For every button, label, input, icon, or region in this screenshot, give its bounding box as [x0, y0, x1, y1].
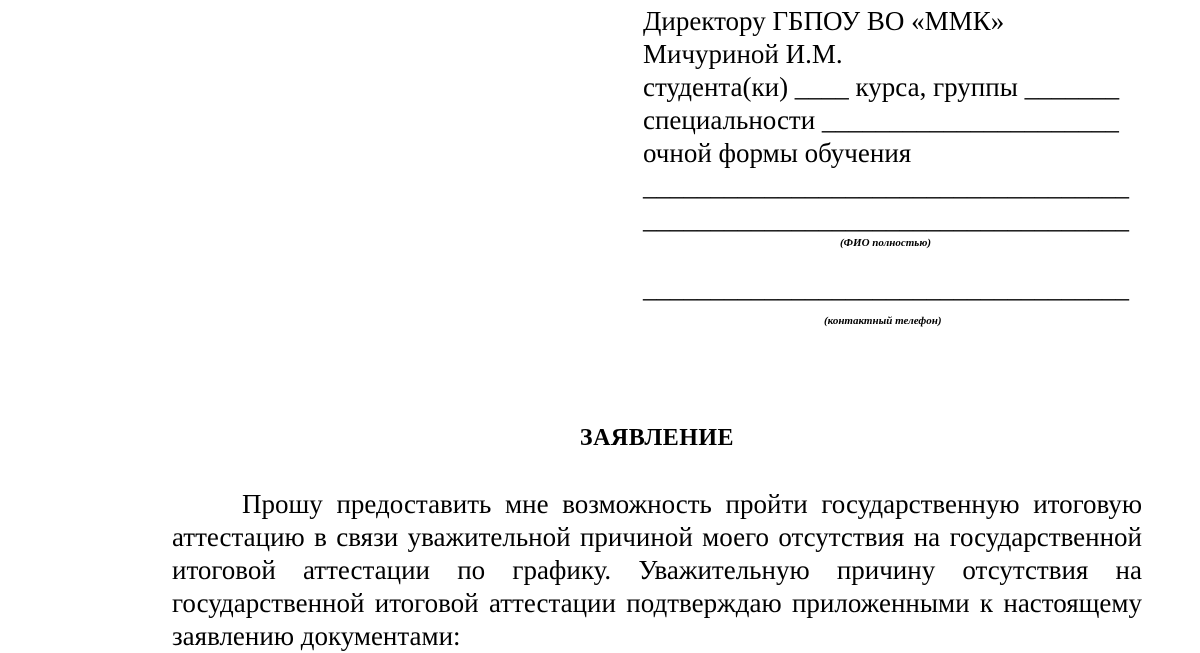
document-body-text: Прошу предоставить мне возможность пройти государственную итоговую аттестацию в связи уважительной причиной моего отсутствия на государственной итоговой аттестации по графику. Уважительную причину отсутствия на государственной итоговой аттестации подтверждаю приложенными к настоящему заявлению документами:	[172, 489, 1142, 651]
phone-blank-line: ____________________________________	[643, 273, 1129, 303]
addressee-block	[643, 5, 1143, 236]
addressee-name: Мичуриной И.М.	[643, 39, 843, 69]
phone-caption: (контактный телефон)	[824, 315, 942, 327]
fio-blank-line-1: ____________________________________	[643, 171, 1129, 201]
document-title: ЗАЯВЛЕНИЕ	[579, 425, 735, 451]
fio-caption: (ФИО полностью)	[840, 237, 932, 249]
phone-block	[643, 272, 1143, 305]
addressee-director: Директору ГБПОУ ВО «ММК»	[643, 6, 1005, 36]
fio-blank-line-2: ____________________________________	[643, 204, 1129, 234]
student-specialty: специальности ______________________	[643, 105, 1119, 135]
student-course-group: студента(ки) ____ курса, группы _______	[643, 72, 1120, 102]
document-body	[172, 488, 1142, 653]
study-form: очной формы обучения	[643, 138, 912, 168]
